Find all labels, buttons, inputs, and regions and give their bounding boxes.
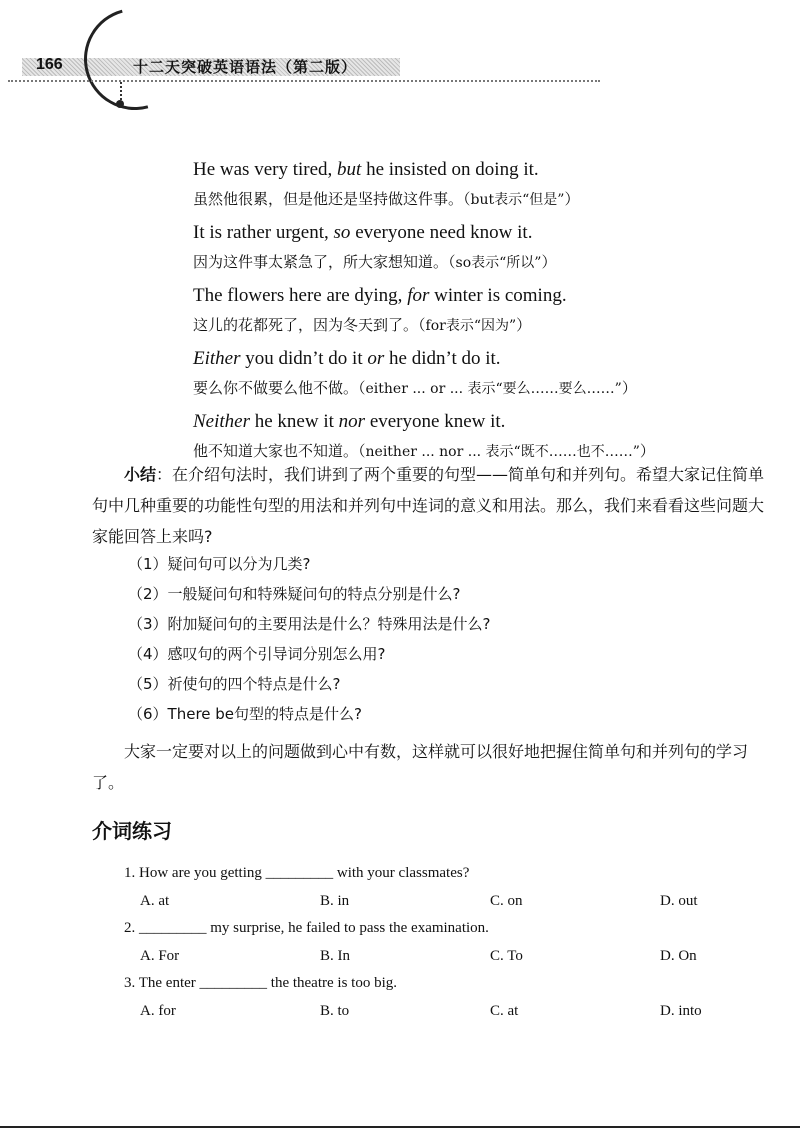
exercise-question: 3. The enter _________ the theatre is too big.: [124, 975, 397, 991]
sentence-segment: The flowers here are dying,: [193, 285, 408, 306]
translation-text: 因为这件事太紧急了，所大家想知道。（: [193, 253, 456, 271]
example-english: [193, 345, 753, 373]
exercise-options: [124, 887, 764, 915]
usage-note: neither ... nor ... 表示“既不……也不……”: [365, 444, 640, 460]
translation-text: 要么你不做要么他不做。（: [193, 379, 366, 397]
usage-note: so表示“所以”: [455, 255, 542, 271]
closing-paren: ）: [621, 379, 637, 397]
question-item: （3）附加疑问句的主要用法是什么？特殊用法是什么?: [128, 615, 491, 633]
sentence-segment: he knew it: [250, 411, 339, 432]
conjunction-word: Either: [193, 348, 241, 369]
example-english: [193, 156, 753, 184]
usage-note: for表示“因为”: [425, 318, 517, 334]
bottom-rule: [0, 1126, 800, 1128]
sentence-segment: he insisted on doing it.: [361, 159, 539, 180]
sentence-segment: winter is coming.: [429, 285, 567, 306]
usage-note: either ... or ... 表示“要么……要么……”: [365, 381, 622, 397]
translation-text: 他不知道大家也不知道。（: [193, 442, 366, 460]
sentence-segment: everyone need know it.: [350, 222, 533, 243]
exercise-item: [124, 859, 764, 915]
conjunction-word: Neither: [193, 411, 250, 432]
summary-text: ：在介绍句法时，我们讲到了两个重要的句型——简单句和并列句。希望大家记住简单句中几种重要的功能性句型的用法和并列句中连词的意义和用法。那么，我们来看看这些问题大家能回答上来吗?: [92, 465, 765, 546]
closing-paren: ）: [564, 190, 580, 208]
usage-note: but表示“但是”: [470, 192, 565, 208]
option-a: A. for: [140, 1003, 176, 1019]
question-item: （2）一般疑问句和特殊疑问句的特点分别是什么?: [128, 585, 461, 603]
example-chinese: [193, 310, 753, 345]
page-number: 166: [36, 56, 63, 73]
option-c: C. at: [490, 1003, 519, 1019]
exercise-options: [124, 942, 764, 970]
exercise-question: 2. _________ my surprise, he failed to pass the examination.: [124, 920, 489, 936]
sentence-segment: It is rather urgent,: [193, 222, 334, 243]
closing-text: 大家一定要对以上的问题做到心中有数，这样就可以很好地把握住简单句和并列句的学习了。: [92, 742, 749, 792]
option-b: B. to: [320, 1003, 350, 1019]
book-title: 十二天突破英语语法（第二版）: [133, 58, 358, 76]
option-d: D. out: [660, 893, 698, 909]
section-title: 介词练习: [92, 819, 172, 843]
sentence-segment: he didn’t do it.: [384, 348, 501, 369]
exercise-item: [124, 969, 764, 1025]
option-d: D. On: [660, 948, 697, 964]
closing-paren: ）: [639, 442, 655, 460]
question-item: （6）There be句型的特点是什么?: [128, 705, 362, 723]
option-c: C. To: [490, 948, 523, 964]
example-english: [193, 219, 753, 247]
header-dotted-rule: [8, 80, 600, 82]
example-english: [193, 408, 753, 436]
conjunction-word: so: [333, 222, 351, 243]
conjunction-word: or: [367, 348, 385, 369]
exercise-item: [124, 914, 764, 970]
question-list: [128, 549, 768, 729]
sentence-segment: you didn’t do it: [240, 348, 368, 369]
header-dot: [116, 100, 124, 108]
conjunction-word: nor: [338, 411, 366, 432]
option-c: C. on: [490, 893, 523, 909]
conjunction-word: but: [337, 159, 362, 180]
summary-paragraph: [92, 459, 772, 552]
closing-paren: ）: [541, 253, 557, 271]
option-a: A. For: [140, 948, 180, 964]
example-english: [193, 282, 753, 310]
exercise-options: [124, 997, 764, 1025]
option-a: A. at: [140, 893, 170, 909]
closing-paren: ）: [516, 316, 532, 334]
question-item: （5）祈使句的四个特点是什么?: [128, 675, 341, 693]
option-b: B. In: [320, 948, 350, 964]
closing-paragraph: [92, 736, 772, 798]
summary-label: 小结: [124, 465, 157, 484]
sentence-segment: everyone knew it.: [365, 411, 506, 432]
question-item: （1）疑问句可以分为几类?: [128, 555, 311, 573]
exercise-question: 1. How are you getting _________ with your classmates?: [124, 865, 470, 881]
translation-text: 这儿的花都死了，因为冬天到了。（: [193, 316, 426, 334]
question-item: （4）感叹句的两个引导词分别怎么用?: [128, 645, 386, 663]
example-chinese: [193, 247, 753, 282]
sentence-segment: He was very tired,: [193, 159, 338, 180]
option-b: B. in: [320, 893, 350, 909]
example-chinese: [193, 184, 753, 219]
example-chinese: [193, 373, 753, 408]
example-sentences: [193, 156, 753, 471]
translation-text: 虽然他很累，但是他还是坚持做这件事。（: [193, 190, 471, 208]
option-d: D. into: [660, 1003, 702, 1019]
conjunction-word: for: [407, 285, 430, 306]
